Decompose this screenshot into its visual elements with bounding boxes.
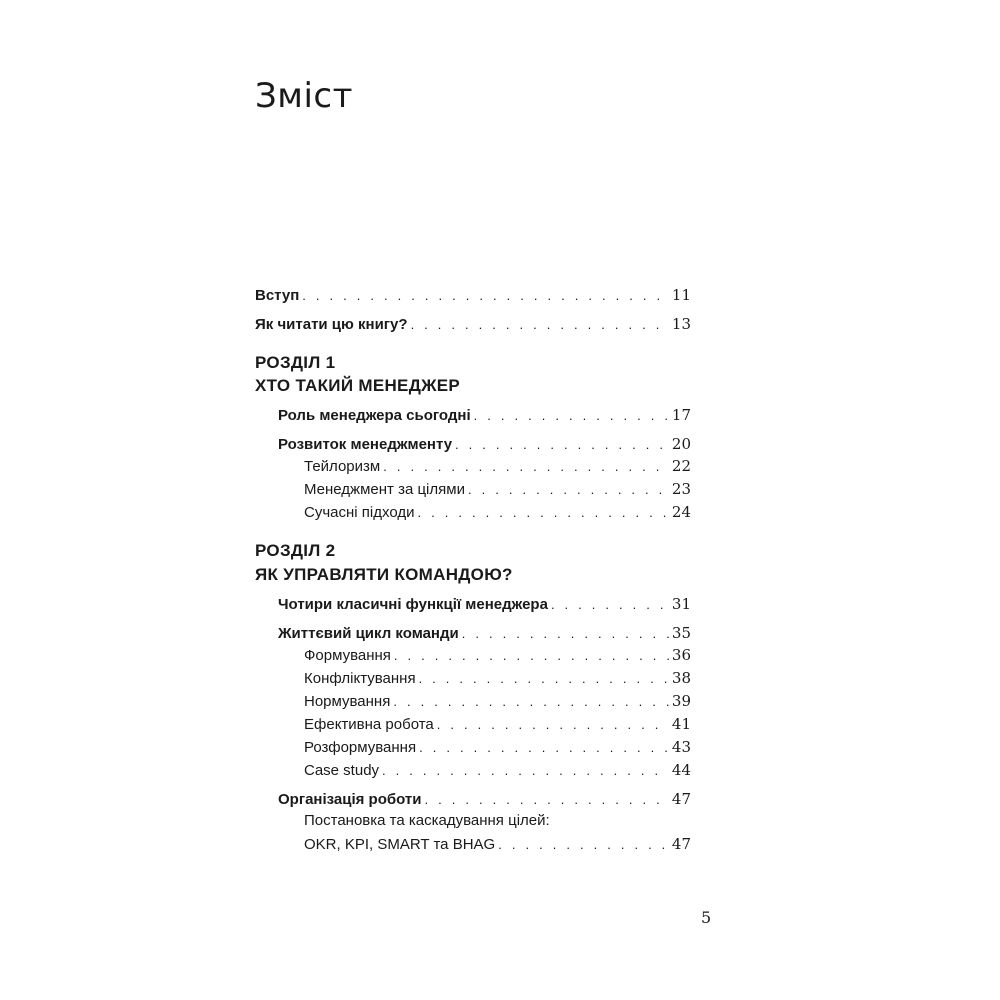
dot-leader — [462, 624, 669, 644]
dot-leader — [382, 761, 669, 781]
toc-page-number: 23 — [671, 480, 691, 498]
toc-entry-label: Роль менеджера сьогодні — [278, 407, 471, 424]
toc-entry-label: Нормування — [304, 693, 391, 710]
dot-leader — [425, 790, 669, 810]
toc-page-number: 11 — [671, 286, 691, 304]
toc-subentry[interactable] — [304, 456, 691, 477]
dot-leader — [468, 480, 669, 500]
toc-entry-label: Сучасні підходи — [304, 504, 415, 521]
toc-entry-label: Формування — [304, 647, 391, 664]
toc-page-number: 13 — [671, 315, 691, 333]
dot-leader — [383, 457, 669, 477]
toc-subentry[interactable] — [304, 714, 691, 735]
toc-subentry[interactable] — [304, 834, 691, 855]
toc-subentry[interactable] — [304, 691, 691, 712]
section-number: РОЗДІЛ 1 — [255, 353, 336, 372]
toc-entry-label: Чотири класичні функції менеджера — [278, 596, 548, 613]
toc-entry-intro[interactable] — [255, 285, 691, 306]
toc-subentry[interactable] — [304, 760, 691, 781]
dot-leader — [474, 406, 669, 426]
toc-entry-label: OKR, KPI, SMART та BHAG — [304, 836, 496, 853]
toc-entry[interactable] — [278, 594, 691, 615]
dot-leader — [417, 503, 668, 523]
page-number: 5 — [701, 908, 712, 927]
dot-leader — [411, 315, 669, 335]
section-title: ЯК УПРАВЛЯТИ КОМАНДОЮ? — [255, 565, 513, 584]
toc-page-number: 36 — [671, 646, 691, 664]
toc-page-number: 38 — [671, 669, 691, 687]
toc-subentry[interactable] — [304, 737, 691, 758]
dot-leader — [419, 738, 669, 758]
toc-subentry[interactable] — [304, 668, 691, 689]
dot-leader — [551, 595, 669, 615]
toc-page-number: 20 — [671, 435, 691, 453]
dot-leader — [393, 692, 669, 712]
toc-page-number: 47 — [671, 835, 691, 853]
toc-page-number: 44 — [671, 761, 691, 779]
toc-page-number: 35 — [671, 624, 691, 642]
toc-page-number: 43 — [671, 738, 691, 756]
toc-entry-label: Ефективна робота — [304, 716, 434, 733]
toc-page-number: 24 — [671, 503, 691, 521]
toc-entry[interactable] — [278, 405, 691, 426]
toc-subentry[interactable] — [304, 645, 691, 666]
toc-entry[interactable] — [278, 434, 691, 455]
toc-entry-label: Вступ — [255, 287, 300, 304]
toc-entry-how-to-read[interactable] — [255, 314, 691, 335]
dot-leader — [419, 669, 669, 689]
toc-page-number: 39 — [671, 692, 691, 710]
toc-entry-label: Тейлоризм — [304, 458, 381, 475]
toc-entry-label: Конфліктування — [304, 670, 416, 687]
page-title: Зміст — [255, 76, 353, 116]
toc-entry-label: Як читати цю книгу? — [255, 316, 408, 333]
dot-leader — [302, 286, 669, 306]
toc-entry-label: Менеджмент за цілями — [304, 481, 465, 498]
dot-leader — [455, 435, 669, 455]
section-number: РОЗДІЛ 2 — [255, 541, 336, 560]
dot-leader — [394, 646, 669, 666]
dot-leader — [498, 835, 669, 855]
toc-page-number: 41 — [671, 715, 691, 733]
toc-entry-label: Життєвий цикл команди — [278, 625, 459, 642]
dot-leader — [437, 715, 669, 735]
toc-subentry-first-line[interactable]: Постановка та каскадування цілей: — [304, 812, 550, 829]
toc-entry[interactable] — [278, 623, 691, 644]
toc-entry-label: Case study — [304, 762, 380, 779]
toc-page-number: 17 — [671, 406, 691, 424]
toc-entry[interactable] — [278, 789, 691, 810]
section-title: ХТО ТАКИЙ МЕНЕДЖЕР — [255, 376, 461, 395]
toc-page-number: 31 — [671, 595, 691, 613]
toc-subentry[interactable] — [304, 479, 691, 500]
toc-entry-label: Розформування — [304, 739, 417, 756]
toc-page-number: 47 — [671, 790, 691, 808]
toc-page-number: 22 — [671, 457, 691, 475]
toc-subentry[interactable] — [304, 502, 691, 523]
toc-entry-label: Розвиток менеджменту — [278, 436, 453, 453]
toc-entry-label: Організація роботи — [278, 791, 422, 808]
